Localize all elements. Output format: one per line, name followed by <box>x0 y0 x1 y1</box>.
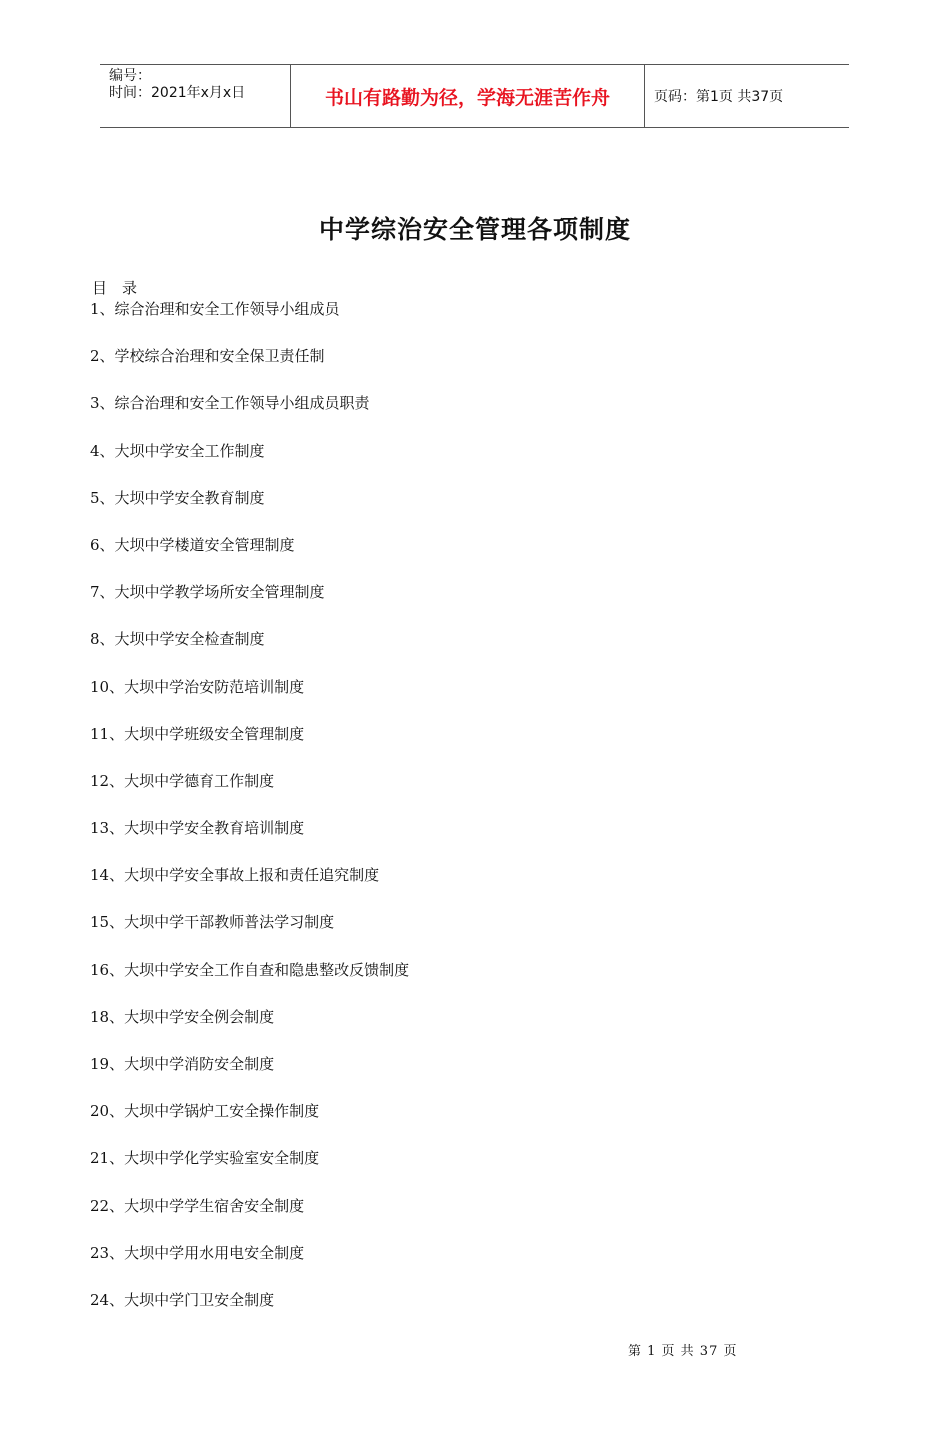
header-motto: 书山有路勤为径，学海无涯苦作舟 <box>291 65 645 127</box>
toc-item: 14、大坝中学安全事故上报和责任追究制度 <box>90 866 380 885</box>
document-title: 中学综治安全管理各项制度 <box>318 215 631 244</box>
toc-item: 2、学校综合治理和安全保卫责任制 <box>90 347 325 366</box>
toc-item: 23、大坝中学用水用电安全制度 <box>90 1243 305 1262</box>
header-page-info: 页码：第1页 共37页 <box>654 89 784 105</box>
toc-item: 24、大坝中学门卫安全制度 <box>90 1290 275 1309</box>
toc-heading: 目 录 <box>92 279 138 297</box>
toc-item: 11、大坝中学班级安全管理制度 <box>90 724 305 743</box>
toc-item: 3、综合治理和安全工作领导小组成员职责 <box>90 394 370 413</box>
header-meta-cell <box>100 65 291 127</box>
toc-item: 4、大坝中学安全工作制度 <box>90 441 265 460</box>
table-of-contents <box>90 297 409 1335</box>
toc-item: 7、大坝中学教学场所安全管理制度 <box>90 583 325 602</box>
toc-item: 12、大坝中学德育工作制度 <box>90 771 275 790</box>
toc-item: 20、大坝中学锅炉工安全操作制度 <box>90 1102 320 1121</box>
toc-item: 15、大坝中学干部教师普法学习制度 <box>90 913 335 932</box>
page-footer: 第 1 页 共 37 页 <box>628 1344 738 1359</box>
toc-item: 22、大坝中学学生宿舍安全制度 <box>90 1196 305 1215</box>
toc-item: 10、大坝中学治安防范培训制度 <box>90 677 305 696</box>
time-label: 时间：2021年x月x日 <box>109 85 246 101</box>
toc-item: 8、大坝中学安全检查制度 <box>90 630 265 649</box>
toc-item: 19、大坝中学消防安全制度 <box>90 1055 275 1073</box>
toc-item: 5、大坝中学安全教育制度 <box>90 488 265 507</box>
toc-item: 1、综合治理和安全工作领导小组成员 <box>90 300 340 318</box>
toc-item: 6、大坝中学楼道安全管理制度 <box>90 535 295 554</box>
page-header <box>100 64 849 128</box>
toc-item: 16、大坝中学安全工作自查和隐患整改反馈制度 <box>90 960 410 979</box>
number-label: 编号： <box>109 68 151 84</box>
toc-item: 21、大坝中学化学实验室安全制度 <box>90 1149 320 1168</box>
toc-item: 13、大坝中学安全教育培训制度 <box>90 819 305 838</box>
toc-item: 18、大坝中学安全例会制度 <box>90 1007 275 1026</box>
